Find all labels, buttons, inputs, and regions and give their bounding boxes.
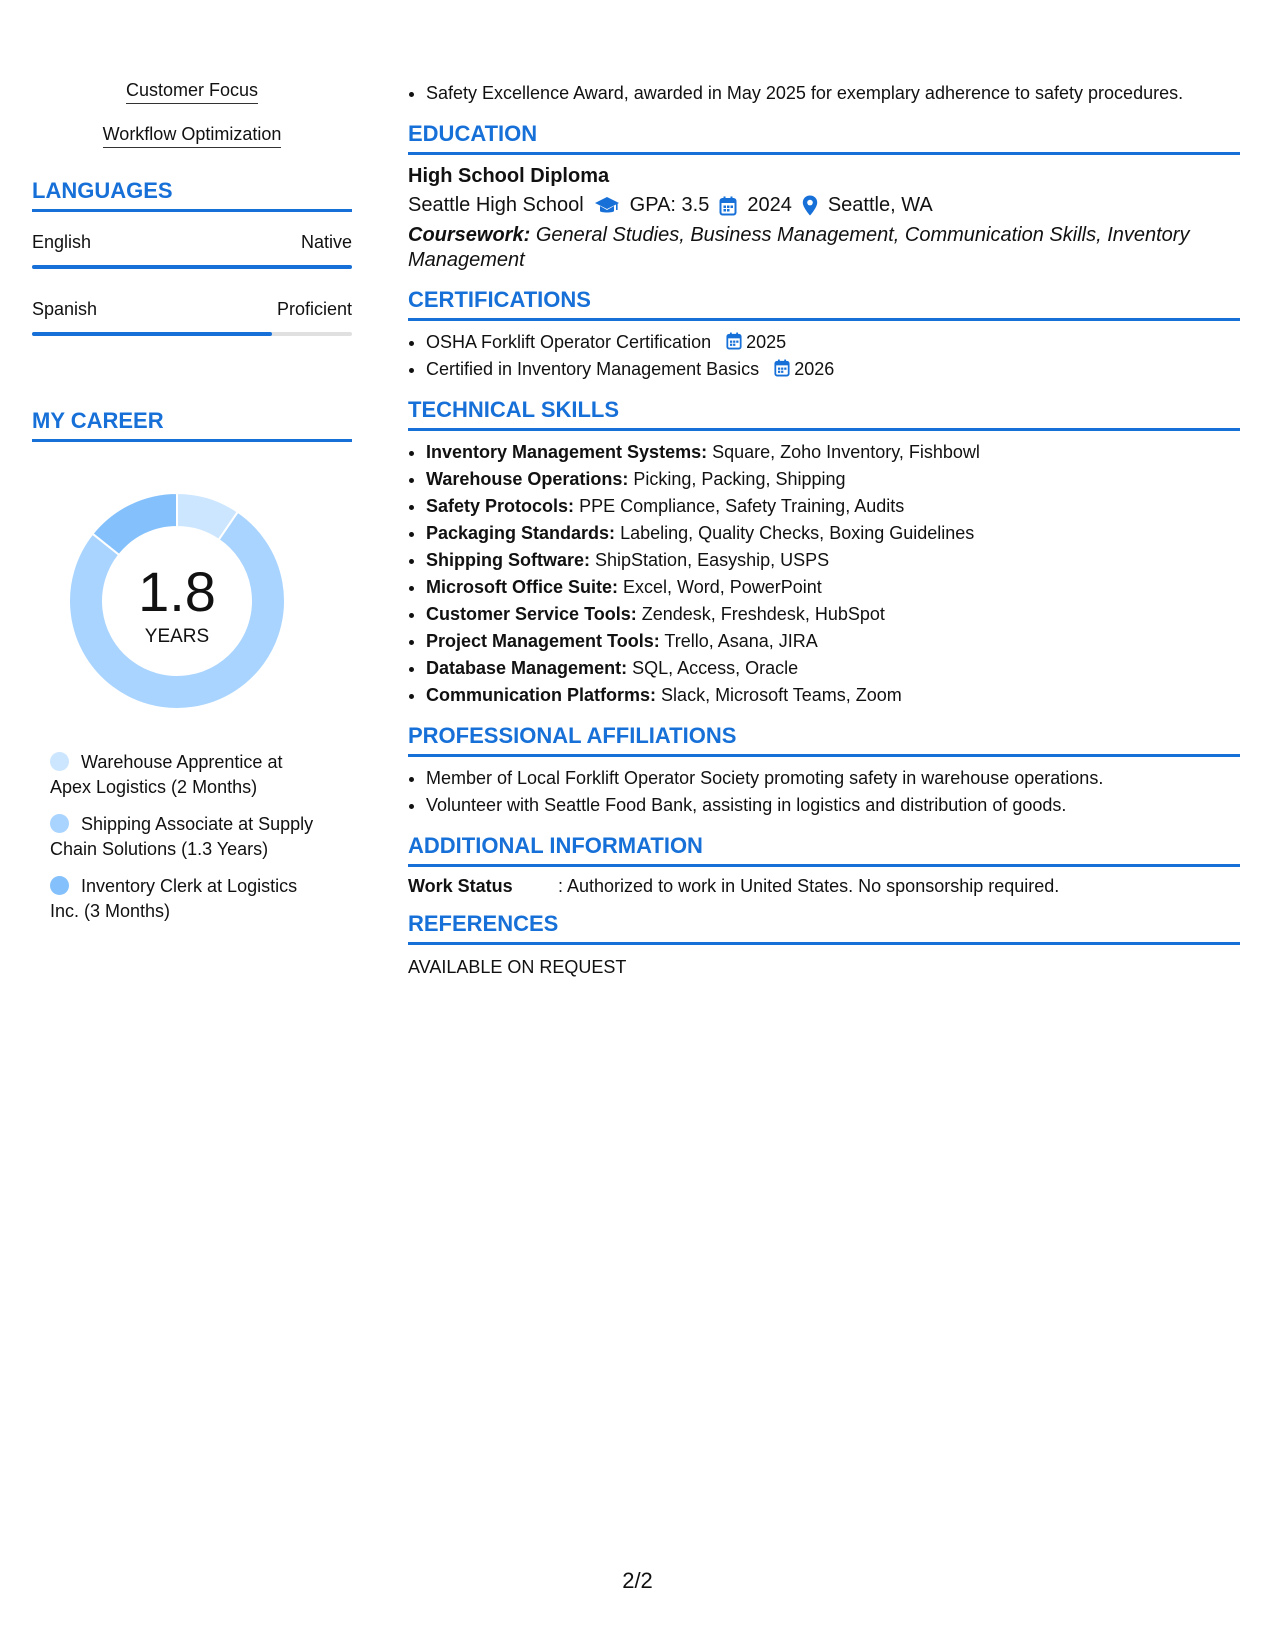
awards-list: [408, 80, 1240, 107]
career-legend-item: Warehouse Apprentice at Apex Logistics (2 Months): [50, 752, 283, 797]
language-level: Native: [300, 232, 352, 252]
career-legend-item: Inventory Clerk at Logistics Inc. (3 Months): [50, 876, 298, 921]
list-item: • Shipping Software: ShipStation, Easyship, USPS: [426, 547, 1240, 574]
main-content: [408, 80, 1240, 978]
list-item: • Customer Service Tools: Zendesk, Freshdesk, HubSpot: [426, 601, 1240, 628]
language-bar: [32, 332, 352, 336]
list-item: • Safety Protocols: PPE Compliance, Safety Training, Audits: [426, 493, 1240, 520]
list-item: • Database Management: SQL, Access, Oracle: [426, 655, 1240, 682]
language-name: English: [32, 232, 92, 252]
graduation-year: 2024: [747, 194, 792, 216]
career-donut-chart: [62, 486, 292, 716]
list-item: • OSHA Forklift Operator Certification 2025: [426, 329, 1240, 356]
language-level: Proficient: [276, 299, 352, 319]
list-item: • Microsoft Office Suite: Excel, Word, PowerPoint: [426, 574, 1240, 601]
list-item: • Certified in Inventory Management Basics 2026: [426, 356, 1240, 383]
calendar-icon: [726, 332, 742, 350]
school-location: Seattle, WA: [827, 194, 933, 216]
list-item: • Safety Excellence Award, awarded in May 2025 for exemplary adherence to safety procedures.: [426, 80, 1240, 107]
list-item: • Warehouse Operations: Picking, Packing, Shipping: [426, 466, 1240, 493]
additional-info-heading: ADDITIONAL INFORMATION: [408, 833, 1240, 867]
career-heading: MY CAREER: [32, 408, 352, 442]
calendar-icon: [774, 359, 790, 377]
list-item: • Project Management Tools: Trello, Asana, JIRA: [426, 628, 1240, 655]
career-total-unit: YEARS: [144, 626, 210, 647]
graduation-cap-icon: [594, 196, 620, 216]
language-bar-fill: [32, 332, 272, 336]
legend-dot-icon: [50, 752, 69, 771]
legend-dot-icon: [50, 814, 69, 833]
calendar-icon: [719, 196, 737, 216]
list-item: • Volunteer with Seattle Food Bank, assisting in logistics and distribution of goods.: [426, 792, 1240, 819]
language-item: [32, 232, 352, 269]
page-indicator: 2/2: [622, 1568, 653, 1593]
list-item: • Inventory Management Systems: Square, Zoho Inventory, Fishbowl: [426, 439, 1240, 466]
school-name: Seattle High School: [408, 194, 584, 216]
language-item: [32, 299, 352, 336]
career-total-years: 1.8: [138, 560, 216, 623]
list-item: • Communication Platforms: Slack, Microsoft Teams, Zoom: [426, 682, 1240, 709]
career-legend-item: Shipping Associate at Supply Chain Solutions (1.3 Years): [50, 814, 314, 859]
education-meta: [408, 194, 1240, 217]
language-bar-fill: [32, 265, 352, 269]
location-pin-icon: [802, 195, 818, 216]
legend-dot-icon: [50, 876, 69, 895]
references-heading: REFERENCES: [408, 911, 1240, 945]
coursework: Coursework: General Studies, Business Management, Communication Skills, Inventory Management: [408, 224, 1190, 271]
language-name: Spanish: [32, 299, 98, 319]
degree-title: High School Diploma: [408, 165, 610, 187]
certifications-heading: CERTIFICATIONS: [408, 287, 1240, 321]
certifications-list: [408, 329, 1240, 383]
education-heading: EDUCATION: [408, 121, 1240, 155]
skill-tag: Workflow Optimization: [32, 124, 352, 148]
list-item: • Member of Local Forklift Operator Society promoting safety in warehouse operations.: [426, 765, 1240, 792]
technical-skills-heading: TECHNICAL SKILLS: [408, 397, 1240, 431]
work-status-value: : Authorized to work in United States. No sponsorship required.: [558, 876, 1060, 896]
references-text: AVAILABLE ON REQUEST: [408, 957, 627, 977]
sidebar: [32, 80, 352, 936]
list-item: • Packaging Standards: Labeling, Quality Checks, Boxing Guidelines: [426, 520, 1240, 547]
career-legend: [50, 750, 320, 924]
gpa: GPA: 3.5: [629, 194, 710, 216]
affiliations-list: [408, 765, 1240, 819]
work-status-label: Work Status: [408, 876, 513, 896]
work-status-row: [408, 876, 1240, 897]
language-bar: [32, 265, 352, 269]
technical-skills-list: [408, 439, 1240, 709]
languages-heading: LANGUAGES: [32, 178, 352, 212]
skill-tag: Customer Focus: [32, 80, 352, 104]
affiliations-heading: PROFESSIONAL AFFILIATIONS: [408, 723, 1240, 757]
